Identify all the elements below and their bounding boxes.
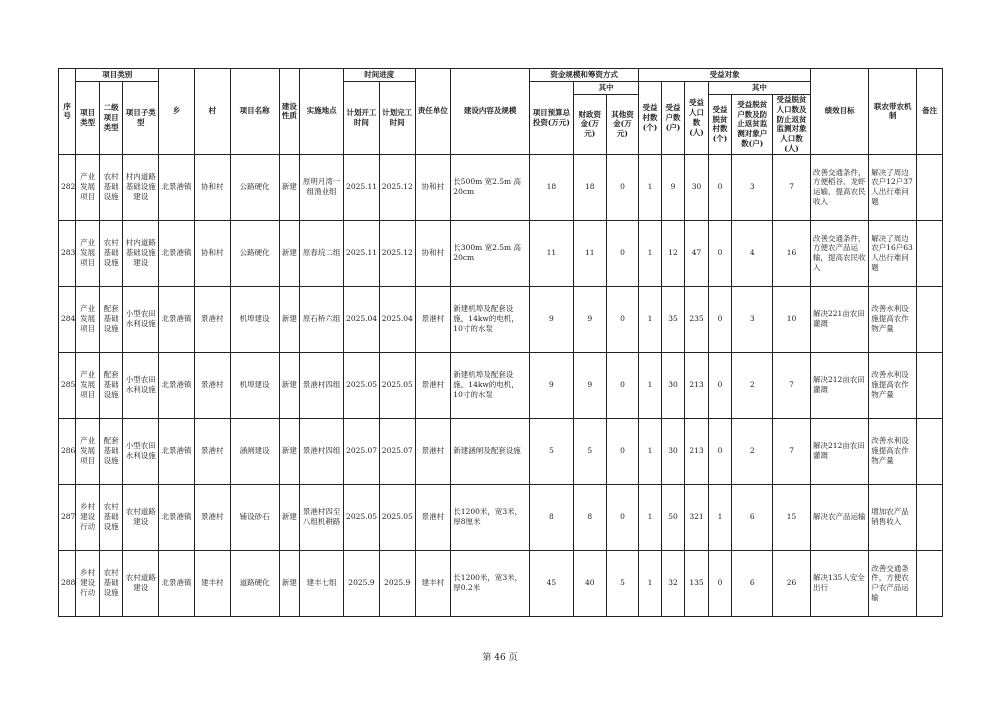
cell-responsible: 协和村 [415, 220, 451, 286]
table-row [59, 154, 943, 220]
cell-goal: 解决农产品运输 [810, 484, 868, 550]
cell-end-time: 2025.04 [379, 286, 415, 352]
cell-village: 协和村 [194, 154, 230, 220]
cell-end-time: 2025.07 [379, 418, 415, 484]
cell-poor-households: 4 [732, 220, 773, 286]
cell-township: 北景港镇 [159, 484, 195, 550]
cell-project-type: 乡村建设行动 [76, 550, 100, 616]
cell-remarks [917, 484, 943, 550]
cell-mechanism: 解决了周边农户16户63人出行难问题 [869, 220, 917, 286]
cell-mechanism: 改善交通条件，方便农户农产品运输 [869, 550, 917, 616]
col-ben-households: 受益户数(户) [661, 82, 685, 155]
cell-total-budget: 8 [529, 484, 573, 550]
cell-township: 北景港镇 [159, 220, 195, 286]
cell-sub-type: 小型农田水利设施 [123, 286, 159, 352]
cell-poor-villages: 0 [708, 550, 732, 616]
cell-ben-households: 50 [661, 484, 685, 550]
cell-project-type: 产业发展项目 [76, 220, 100, 286]
table-body [59, 154, 943, 616]
cell-project-type: 产业发展项目 [76, 154, 100, 220]
cell-mechanism: 改善水利设施提高农作物产量 [869, 352, 917, 418]
cell-goal: 解决212亩农田灌溉 [810, 352, 868, 418]
cell-ben-population: 135 [685, 550, 709, 616]
cell-fiscal: 40 [573, 550, 606, 616]
cell-location: 建丰七组 [300, 550, 344, 616]
cell-end-time: 2025.12 [379, 220, 415, 286]
cell-other-fund: 5 [606, 550, 639, 616]
cell-level2-type: 农村基础设施 [99, 550, 123, 616]
cell-total-budget: 9 [529, 352, 573, 418]
cell-seq: 284 [59, 286, 76, 352]
cell-project-name: 公路硬化 [230, 220, 279, 286]
cell-build-nature: 新建 [279, 220, 299, 286]
cell-poor-villages: 0 [708, 220, 732, 286]
cell-poor-villages: 0 [708, 352, 732, 418]
cell-start-time: 2025.04 [344, 286, 380, 352]
cell-sub-type: 村内道路基础设施建设 [123, 220, 159, 286]
cell-level2-type: 配套基础设施 [99, 352, 123, 418]
cell-poor-population: 16 [773, 220, 811, 286]
col-poor-population: 受益脱贫人口数及防止返贫监测对象人口数(人) [773, 95, 811, 155]
cell-poor-households: 6 [732, 484, 773, 550]
cell-build-nature: 新建 [279, 286, 299, 352]
cell-ben-villages: 1 [639, 484, 661, 550]
cell-other-fund: 0 [606, 352, 639, 418]
cell-content: 长1200米，宽3米，厚0.2米 [451, 550, 530, 616]
cell-remarks [917, 154, 943, 220]
cell-seq: 285 [59, 352, 76, 418]
cell-level2-type: 农村基础设施 [99, 484, 123, 550]
cell-ben-population: 30 [685, 154, 709, 220]
cell-ben-households: 32 [661, 550, 685, 616]
cell-fiscal: 18 [573, 154, 606, 220]
cell-fiscal: 8 [573, 484, 606, 550]
cell-end-time: 2025.05 [379, 484, 415, 550]
cell-content: 新建涵闸及配套设施 [451, 418, 530, 484]
cell-fiscal: 9 [573, 352, 606, 418]
cell-end-time: 2025.12 [379, 154, 415, 220]
col-ben-villages: 受益村数(个) [639, 82, 661, 155]
cell-seq: 282 [59, 154, 76, 220]
cell-ben-households: 12 [661, 220, 685, 286]
cell-poor-population: 10 [773, 286, 811, 352]
cell-project-name: 机埠建设 [230, 286, 279, 352]
col-group-fund-sub: 其中 [573, 82, 638, 95]
cell-total-budget: 5 [529, 418, 573, 484]
cell-ben-population: 47 [685, 220, 709, 286]
cell-poor-households: 3 [732, 286, 773, 352]
cell-project-name: 铺设砂石 [230, 484, 279, 550]
cell-fiscal: 11 [573, 220, 606, 286]
cell-mechanism: 改善水利设施提高农作物产量 [869, 286, 917, 352]
cell-other-fund: 0 [606, 154, 639, 220]
cell-fiscal: 9 [573, 286, 606, 352]
table-row [59, 286, 943, 352]
cell-ben-households: 35 [661, 286, 685, 352]
col-total-budget: 项目预算总投资(万元) [529, 82, 573, 155]
col-level2-type: 二级项目类型 [99, 82, 123, 155]
cell-sub-type: 村内道路基础设施建设 [123, 154, 159, 220]
cell-location: 原明月湾一组渔业组 [300, 154, 344, 220]
cell-ben-households: 30 [661, 418, 685, 484]
cell-end-time: 2025.9 [379, 550, 415, 616]
cell-ben-population: 213 [685, 352, 709, 418]
cell-goal: 改善交通条件，方便农产品运输，提高农民收入 [810, 220, 868, 286]
cell-build-nature: 新建 [279, 154, 299, 220]
cell-township: 北景港镇 [159, 286, 195, 352]
cell-responsible: 建丰村 [415, 550, 451, 616]
cell-level2-type: 配套基础设施 [99, 286, 123, 352]
col-end-time: 计划完工时间 [379, 82, 415, 155]
table-row [59, 550, 943, 616]
col-start-time: 计划开工时间 [344, 82, 380, 155]
cell-poor-villages: 1 [708, 484, 732, 550]
cell-seq: 286 [59, 418, 76, 484]
cell-poor-population: 15 [773, 484, 811, 550]
cell-responsible: 景港村 [415, 286, 451, 352]
cell-village: 景港村 [194, 418, 230, 484]
cell-poor-villages: 0 [708, 286, 732, 352]
col-build-nature: 建设性质 [279, 69, 299, 155]
cell-location: 原春垸二组 [300, 220, 344, 286]
cell-level2-type: 配套基础设施 [99, 418, 123, 484]
cell-build-nature: 新建 [279, 418, 299, 484]
cell-build-nature: 新建 [279, 352, 299, 418]
col-group-category: 项目类别 [76, 69, 159, 82]
cell-poor-population: 7 [773, 418, 811, 484]
cell-ben-population: 213 [685, 418, 709, 484]
cell-start-time: 2025.9 [344, 550, 380, 616]
col-mechanism: 联农带农机制 [869, 69, 917, 155]
cell-location: 原石桥六组 [300, 286, 344, 352]
cell-start-time: 2025.11 [344, 220, 380, 286]
cell-poor-population: 7 [773, 154, 811, 220]
cell-total-budget: 18 [529, 154, 573, 220]
col-ben-population: 受益人口数(人) [685, 82, 709, 155]
cell-project-type: 产业发展项目 [76, 352, 100, 418]
cell-project-name: 公路硬化 [230, 154, 279, 220]
cell-project-name: 涵闸建设 [230, 418, 279, 484]
cell-township: 北景港镇 [159, 352, 195, 418]
cell-level2-type: 农村基础设施 [99, 154, 123, 220]
cell-township: 北景港镇 [159, 418, 195, 484]
cell-total-budget: 45 [529, 550, 573, 616]
table-row [59, 484, 943, 550]
col-poor-villages: 受益脱贫村数(个) [708, 95, 732, 155]
cell-total-budget: 11 [529, 220, 573, 286]
cell-poor-households: 6 [732, 550, 773, 616]
cell-ben-population: 321 [685, 484, 709, 550]
col-project-name: 项目名称 [230, 69, 279, 155]
cell-sub-type: 小型农田水利设施 [123, 418, 159, 484]
cell-seq: 283 [59, 220, 76, 286]
cell-seq: 288 [59, 550, 76, 616]
cell-ben-villages: 1 [639, 286, 661, 352]
cell-project-type: 乡村建设行动 [76, 484, 100, 550]
cell-remarks [917, 286, 943, 352]
col-group-time: 时间进度 [344, 69, 416, 82]
cell-project-type: 产业发展项目 [76, 418, 100, 484]
cell-content: 新建机埠及配套设施，14kw的电机，10寸的水泵 [451, 286, 530, 352]
cell-start-time: 2025.07 [344, 418, 380, 484]
cell-start-time: 2025.05 [344, 484, 380, 550]
cell-poor-population: 7 [773, 352, 811, 418]
cell-sub-type: 农村道路建设 [123, 550, 159, 616]
cell-responsible: 景港村 [415, 418, 451, 484]
cell-other-fund: 0 [606, 286, 639, 352]
cell-mechanism: 增加农产品销售收入 [869, 484, 917, 550]
cell-village: 景港村 [194, 286, 230, 352]
cell-seq: 287 [59, 484, 76, 550]
cell-goal: 解决212亩农田灌溉 [810, 418, 868, 484]
cell-remarks [917, 418, 943, 484]
cell-ben-households: 9 [661, 154, 685, 220]
cell-goal: 解决135人安全出行 [810, 550, 868, 616]
cell-total-budget: 9 [529, 286, 573, 352]
cell-location: 景港村四至八组机耕路 [300, 484, 344, 550]
cell-level2-type: 农村基础设施 [99, 220, 123, 286]
cell-content: 长300m 宽2.5m 高20cm [451, 220, 530, 286]
project-table-sheet [58, 68, 943, 617]
cell-project-type: 产业发展项目 [76, 286, 100, 352]
cell-ben-households: 30 [661, 352, 685, 418]
col-seq: 序号 [59, 69, 76, 155]
cell-project-name: 机埠建设 [230, 352, 279, 418]
col-other-fund: 其他资金(万元) [606, 95, 639, 155]
col-group-ben-sub: 其中 [708, 82, 810, 95]
cell-sub-type: 农村道路建设 [123, 484, 159, 550]
col-responsible: 责任单位 [415, 69, 451, 155]
cell-remarks [917, 220, 943, 286]
cell-ben-villages: 1 [639, 550, 661, 616]
table-row [59, 220, 943, 286]
cell-mechanism: 解决了周边农户12户37人出行难问题 [869, 154, 917, 220]
cell-project-name: 道路硬化 [230, 550, 279, 616]
cell-ben-villages: 1 [639, 352, 661, 418]
cell-sub-type: 小型农田水利设施 [123, 352, 159, 418]
col-location: 实施地点 [300, 69, 344, 155]
cell-township: 北景港镇 [159, 154, 195, 220]
cell-end-time: 2025.05 [379, 352, 415, 418]
table-row [59, 352, 943, 418]
col-fiscal: 财政资金(万元) [573, 95, 606, 155]
col-poor-households: 受益脱贫户数及防止返贫监测对象户数(户) [732, 95, 773, 155]
col-goal: 绩效目标 [810, 69, 868, 155]
cell-other-fund: 0 [606, 484, 639, 550]
cell-poor-households: 2 [732, 418, 773, 484]
cell-goal: 解决221亩农田灌溉 [810, 286, 868, 352]
cell-other-fund: 0 [606, 220, 639, 286]
header-row-1 [59, 69, 943, 82]
cell-location: 景港村四组 [300, 352, 344, 418]
cell-village: 景港村 [194, 352, 230, 418]
cell-content: 长500m 宽2.5m 高20cm [451, 154, 530, 220]
project-table [58, 68, 943, 617]
col-group-beneficiary: 受益对象 [639, 69, 811, 82]
cell-ben-villages: 1 [639, 154, 661, 220]
cell-fiscal: 5 [573, 418, 606, 484]
cell-build-nature: 新建 [279, 484, 299, 550]
col-content: 建设内容及规模 [451, 69, 530, 155]
col-project-type: 项目类型 [76, 82, 100, 155]
col-township: 乡 [159, 69, 195, 155]
cell-poor-villages: 0 [708, 154, 732, 220]
cell-village: 景港村 [194, 484, 230, 550]
cell-township: 北景港镇 [159, 550, 195, 616]
cell-location: 景港村四组 [300, 418, 344, 484]
cell-responsible: 协和村 [415, 154, 451, 220]
cell-ben-villages: 1 [639, 220, 661, 286]
cell-ben-population: 235 [685, 286, 709, 352]
cell-poor-population: 26 [773, 550, 811, 616]
cell-ben-villages: 1 [639, 418, 661, 484]
col-group-fund: 资金规模和筹资方式 [529, 69, 638, 82]
cell-responsible: 景港村 [415, 484, 451, 550]
cell-remarks [917, 352, 943, 418]
cell-build-nature: 新建 [279, 550, 299, 616]
cell-start-time: 2025.11 [344, 154, 380, 220]
cell-poor-villages: 0 [708, 418, 732, 484]
cell-poor-households: 2 [732, 352, 773, 418]
cell-content: 新建机埠及配套设施，14kw的电机，10寸的水泵 [451, 352, 530, 418]
cell-mechanism: 改善水利设施提高农作物产量 [869, 418, 917, 484]
cell-responsible: 景港村 [415, 352, 451, 418]
cell-village: 协和村 [194, 220, 230, 286]
cell-start-time: 2025.05 [344, 352, 380, 418]
table-row [59, 418, 943, 484]
cell-content: 长1200米，宽3米，厚8厘米 [451, 484, 530, 550]
page-number: 第 46 页 [482, 653, 518, 663]
cell-remarks [917, 550, 943, 616]
cell-other-fund: 0 [606, 418, 639, 484]
cell-village: 建丰村 [194, 550, 230, 616]
col-remarks: 备注 [917, 69, 943, 155]
col-sub-type: 项目子类型 [123, 82, 159, 155]
cell-poor-households: 3 [732, 154, 773, 220]
col-village: 村 [194, 69, 230, 155]
cell-goal: 改善交通条件，方便稻谷、龙虾运输，提高农民收入 [810, 154, 868, 220]
